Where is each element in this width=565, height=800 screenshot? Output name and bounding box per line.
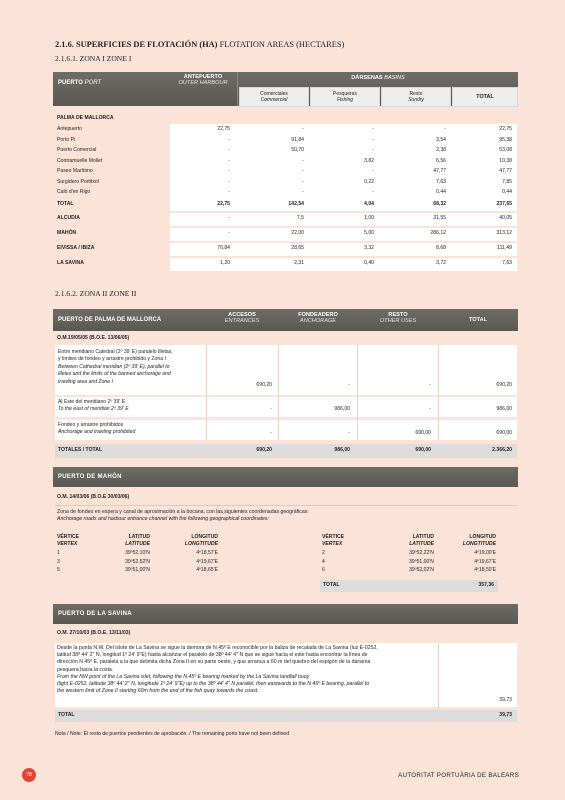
cell: -	[270, 430, 272, 436]
zone2-row3-text: Fondeo y arrastre prohibidos Anchorage and trawling prohibited	[58, 422, 136, 436]
cell: 22,75	[217, 201, 230, 207]
zone2-total-label: TOTALES / TOTAL	[58, 447, 103, 453]
longitude: 4º18,65'E	[196, 567, 218, 573]
zone2-heading: 2.1.6.2. ZONA II ZONE II	[55, 289, 137, 298]
cell: -	[302, 189, 304, 195]
cell: 1,00	[364, 215, 374, 221]
zone1-heading: 2.1.6.1. ZONA I ZONE I	[55, 54, 132, 63]
row-name: Calò d'en Rigo	[57, 189, 91, 195]
cell: 8,68	[436, 245, 446, 251]
cell: 47,77	[499, 168, 512, 174]
mahon-desc: Zona de fondeo en espera y canal de aproximación a la bocana, con las siguientes coordenadas geográficas: Anchorage roads and harbour entrance channel with the following geographical coordinates:	[57, 509, 309, 523]
cell: -	[444, 126, 446, 132]
cell: 0,40	[364, 260, 374, 266]
longitude: 4º19,00'E	[474, 550, 496, 556]
vertex: 2	[322, 550, 325, 556]
latitude: 39º52,10'N	[125, 550, 150, 556]
cell: 0,44	[436, 189, 446, 195]
mahon-total-label: TOTAL	[323, 582, 340, 588]
cell: 53,08	[499, 147, 512, 153]
latitude: 39º51,00'N	[125, 567, 150, 573]
cell: 91,84	[291, 136, 304, 143]
palma-label: PALMA DE MALLORCA	[57, 115, 114, 121]
cell: -	[228, 230, 230, 236]
cell: -	[302, 126, 304, 132]
page-number: 78	[22, 768, 36, 782]
mahon-header: PUERTO DE MAHÓN	[53, 467, 518, 487]
mahon-col-headers-right: VÉRTICE VERTEX	[322, 534, 345, 548]
cell: 286,12	[430, 230, 446, 236]
cell: 47,77	[433, 168, 446, 174]
cell: 40,05	[499, 215, 512, 221]
zone2-fondeadero: FONDEADERO ANCHORAGE	[298, 312, 338, 324]
longitude: 4º18,57'E	[196, 550, 218, 556]
cell: 986,00	[334, 406, 350, 412]
cell: 3,72	[436, 260, 446, 266]
zone2-accesos: ACCESOS ENTRANCES	[224, 312, 260, 324]
cell: 2.366,20	[492, 447, 512, 453]
cell: -	[228, 147, 230, 153]
cell: 70,84	[217, 245, 230, 251]
vertex: 3	[57, 558, 60, 565]
cell: 2,38	[436, 147, 446, 153]
row-name: Surgidero Portitxol	[57, 178, 99, 185]
port-name: MAHÓN	[57, 230, 77, 236]
mahon-col-lon-right: LONGITUD LONGTITUDE	[462, 534, 496, 548]
savina-value: 39,73	[499, 697, 512, 703]
zone2-total: TOTAL	[468, 317, 488, 323]
longitude: 4º19,67'E	[474, 558, 496, 565]
cell: 142,54	[288, 201, 304, 207]
cell: 1,20	[220, 260, 230, 266]
cell: 690,00	[496, 430, 512, 436]
cell: 50,70	[291, 147, 304, 153]
vertex: 1	[57, 550, 60, 556]
cell: -	[302, 178, 304, 185]
cell: 3,54	[436, 136, 446, 143]
row-name: TOTAL	[57, 201, 74, 207]
port-name: EIVISSA / IBIZA	[57, 245, 95, 251]
cell: -	[348, 382, 350, 388]
cell: -	[372, 189, 374, 195]
savina-header: PUERTO DE LA SAVINA	[53, 604, 518, 624]
row-name: Paseo Marítimo	[57, 168, 93, 174]
cell: 68,32	[433, 201, 446, 207]
cell: -	[372, 136, 374, 143]
cell: 3,32	[364, 245, 374, 251]
section-title: 2.1.6. SUPERFICIES DE FLOTACIÓN (HA) FLOTATION AREAS (HECTARES)	[55, 40, 345, 49]
zone2-row2-text: Al Este del meridiano 2º 39' E To the east of meridian 2º 39' E	[58, 399, 129, 413]
cell: 7,63	[436, 178, 446, 185]
zone2-resto: RESTO OTHER USES	[379, 312, 417, 324]
mahon-total-value: 357,36	[478, 582, 494, 588]
cell: -	[228, 157, 230, 164]
cell: 95,38	[499, 136, 512, 143]
cell: 690,00	[415, 430, 431, 436]
cell: 2,31	[294, 260, 304, 266]
cell: 690,20	[256, 447, 272, 453]
cell: -	[270, 406, 272, 412]
mahon-col-lon-left: LONGITUD LONGTITUDE	[184, 534, 218, 548]
zone2-puerto-label: PUERTO DE PALMA DE MALLORCA	[58, 317, 162, 323]
mahon-col-lat-left: LATITUD LATITUDE	[125, 534, 150, 548]
mahon-om: O.M. 14/03/06 (B.O.E 30/03/06)	[57, 494, 130, 500]
header-pesqueras: Pesqueras Fishing	[310, 87, 380, 107]
cell: 22,00	[291, 230, 304, 236]
cell: 313,12	[496, 230, 512, 236]
latitude: 39º52,52'N	[125, 558, 150, 565]
cell: 986,00	[334, 447, 350, 453]
header-resto: Resto Sundry	[381, 87, 451, 107]
cell: -	[228, 168, 230, 174]
cell: 690,00	[415, 447, 431, 453]
cell: 3,82	[364, 157, 374, 164]
cell: -	[348, 430, 350, 436]
latitude: 39º52,02'N	[409, 567, 434, 573]
cell: -	[228, 215, 230, 221]
mahon-col-headers-left: VÉRTICE VERTEX	[57, 534, 80, 548]
cell: 7,63	[502, 260, 512, 266]
cell: 10,38	[499, 157, 512, 164]
latitude: 39º51,00'N	[409, 558, 434, 565]
header-total: TOTAL	[452, 87, 518, 107]
row-name: Porto Pi	[57, 136, 76, 143]
longitude: 4º19,67'E	[196, 558, 218, 565]
cell: 7,5	[296, 215, 304, 221]
vertex: 4	[322, 558, 325, 565]
row-name: Contramuelle Mollet	[57, 157, 103, 164]
cell: 986,00	[496, 406, 512, 412]
vertex: 5	[57, 567, 60, 573]
mahon-col-lat-right: LATITUD LATITUDE	[409, 534, 434, 548]
cell: -	[302, 157, 304, 164]
cell: 5,00	[364, 230, 374, 236]
cell: -	[429, 406, 431, 412]
savina-total-value: 39,73	[499, 712, 512, 718]
cell: 0,44	[502, 189, 512, 195]
footer-text: AUTORITAT PORTUÀRIA DE BALEARS	[398, 772, 519, 779]
cell: 0,22	[364, 178, 374, 185]
footnote: Nota / Note: El resto de puertos pendientes de aprobación. / The remaining ports have not been defined	[55, 731, 290, 737]
cell: 6,56	[436, 157, 446, 164]
header-comerciales: Comerciales Commercial	[239, 87, 309, 107]
cell: -	[372, 126, 374, 132]
header-antepuerto: ANTEPUERTO OUTER HARBOUR	[178, 74, 228, 86]
zone2-om: O.M.19/05/05 (B.O.E. 13/06/05)	[57, 335, 130, 341]
cell: -	[372, 168, 374, 174]
cell: 28,65	[291, 245, 304, 251]
cell: 22,75	[499, 126, 512, 132]
latitude: 39º52,22'N	[409, 550, 434, 556]
cell: -	[228, 189, 230, 195]
cell: -	[302, 168, 304, 174]
row-name: Antepuerto	[57, 126, 82, 132]
cell: 7,85	[502, 178, 512, 185]
header-puerto: PUERTO PORT	[58, 80, 102, 86]
savina-om: O.M. 27/10/03 (B.O.E. 13/11/03)	[57, 630, 131, 636]
cell: -	[228, 178, 230, 185]
cell: 237,65	[496, 201, 512, 207]
header-darsenas: DÁRSENAS BASINS	[351, 75, 405, 81]
savina-desc: Desde la punta N.W. Del islote de La Savina se sigue la demora de N.45º E reconocible por la baliza de recalada de La Savina (luz E-0252, latitud 38º 44' 2'' N, longitud 1º 24' 9''E) hasta alcanzar el paralelo de 38º 44' 4'' N que se sigue hacia el este hasta encontrar la línea de dirección N 45º E, paralela a la que delimita dicha Zona II en su parte oeste, y que arranca a 60 m del quiebro del espigón de la dársena pesquera hacia la costa. From the NW point of the La Savina islet, following the N.45º E bearing marked by the La Savina landfall buoy (light E-0252, latitude 38º 44' 2'' N, longitude 1º 24' 9''E) up to the 38º 44' 4'' N parallel, then eastwards to the N 45º E bearing, parallel to the western limit of Zone II starting 60m from the end of the fish quay towards the coast.	[57, 645, 378, 695]
cell: 111,49	[497, 245, 512, 251]
port-name: ALCUDIA	[57, 215, 80, 221]
zone2-row1-text: Entre meridiano Catedral (2º 39' E) paralelo Illetas, y límites de fondeo y arrastre prohibido y Zona I Between Cathedral meridian (2º 39' E), parallel to Illetes and the limits of the banned anchorage and trawling area and Zone I	[58, 349, 173, 385]
row-name: Puerto Comercial	[57, 147, 97, 153]
cell: -	[228, 136, 230, 143]
cell: 4,04	[364, 201, 374, 207]
cell: 690,20	[256, 382, 272, 388]
cell: 31,55	[433, 215, 446, 221]
cell: 690,20	[496, 382, 512, 388]
cell: 22,75	[217, 126, 230, 132]
longitude: 4º18,50'E	[474, 567, 496, 573]
savina-total-label: TOTAL	[58, 712, 75, 718]
cell: -	[372, 147, 374, 153]
vertex: 6	[322, 567, 325, 573]
cell: -	[429, 382, 431, 388]
port-name: LA SAVINA	[57, 260, 84, 266]
